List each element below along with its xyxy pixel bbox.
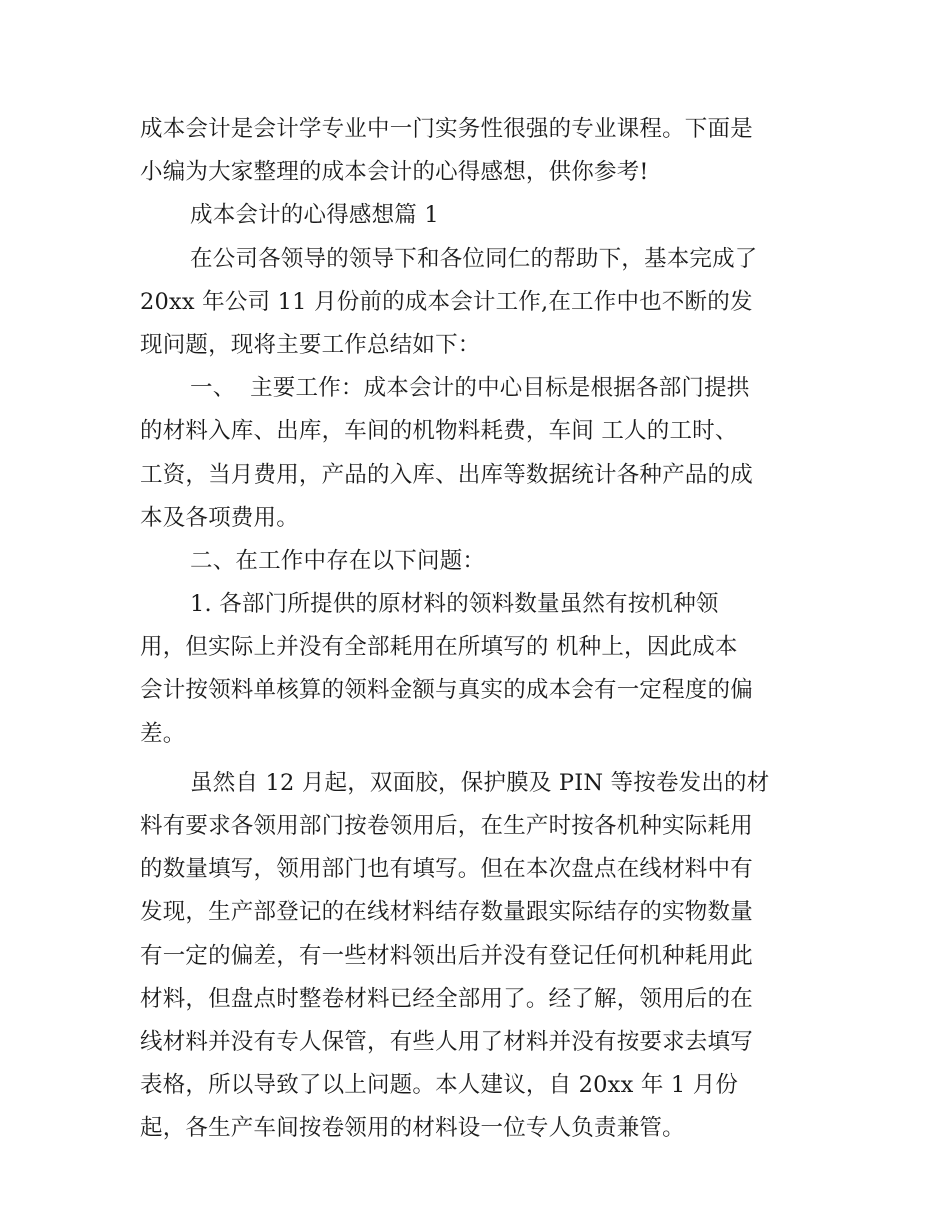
text-line: 20xx 年公司 11 月份前的成本会计工作,在工作中也不断的发 <box>140 288 753 315</box>
document-body <box>140 108 812 1151</box>
text-line: 表格，所以导致了以上问题。本人建议，自 20xx 年 1 月份 <box>140 1072 739 1099</box>
text-line: 起，各生产车间按卷领用的材料设一位专人负责兼管。 <box>140 1115 685 1142</box>
text-line: 工资，当月费用，产品的入库、出库等数据统计各种产品的成 <box>140 461 753 488</box>
text-line: 会计按领料单核算的领料金额与真实的成本会有一定程度的偏 <box>140 677 753 704</box>
text-line: 1. 各部门所提供的原材料的领料数量虽然有按机种领 <box>190 591 719 618</box>
text-line: 料有要求各领用部门按卷领用后，在生产时按各机种实际耗用 <box>140 813 753 839</box>
text-line: 在公司各领导的领导下和各位同仁的帮助下，基本完成了 <box>190 245 758 272</box>
text-line: 材料，但盘点时整卷材料已经全部用了。经了解，领用后的在 <box>140 985 753 1012</box>
text-line: 成本会计是会计学专业中一门实务性很强的专业课程。下面是 <box>140 116 753 142</box>
text-line: 虽然自 12 月起，双面胶，保护膜及 PIN 等按卷发出的材 <box>190 769 770 796</box>
section-heading: 成本会计的心得感想篇 1 <box>190 202 439 229</box>
text-line: 一、 主要工作：成本会计的中心目标是根据各部门提拱 <box>190 375 750 402</box>
text-line: 现问题，现将主要工作总结如下： <box>140 331 481 358</box>
text-line: 二、在工作中存在以下问题： <box>190 547 486 574</box>
text-line: 小编为大家整理的成本会计的心得感想，供你参考! <box>140 159 649 186</box>
text-line: 的材料入库、出库，车间的机物料耗费，车间 工人的工时、 <box>140 418 738 445</box>
text-line: 的数量填写，领用部门也有填写。但在本次盘点在线材料中有 <box>140 856 753 883</box>
text-line: 用，但实际上并没有全部耗用在所填写的 机种上，因此成本 <box>140 634 738 661</box>
text-line: 差。 <box>140 720 186 747</box>
text-line: 本及各项费用。 <box>140 504 299 531</box>
text-line: 发现，生产部登记的在线材料结存数量跟实际结存的实物数量 <box>140 899 753 926</box>
text-line: 线材料并没有专人保管，有些人用了材料并没有按要求去填写 <box>140 1028 753 1055</box>
text-line: 有一定的偏差，有一些材料领出后并没有登记任何机种耗用此 <box>140 942 753 969</box>
